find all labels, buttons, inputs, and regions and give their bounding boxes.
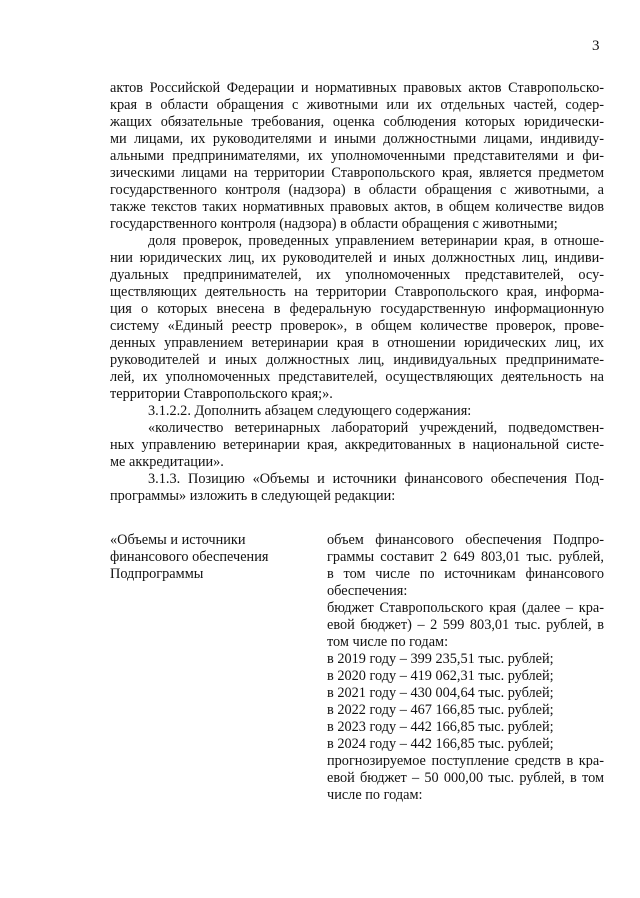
body-line: «количество ветеринарных лабораторий учреждений, подведомствен- — [148, 420, 604, 436]
body-line: государственного контроля (надзора) в области обращения с животными; — [110, 216, 558, 232]
table-right-line: том числе по годам: — [327, 634, 449, 650]
body-line: ществляющих деятельность на территории Ставропольского края, информа- — [110, 284, 604, 300]
body-line: жащих обязательные требования, оценка соблюдения которых юридически- — [110, 114, 604, 130]
body-line: ция о которых внесена в федеральную государственную информационную — [110, 301, 604, 317]
table-right-line: прогнозируемое поступление средств в кра- — [327, 753, 604, 769]
table-right-line: граммы составит 2 649 803,01 тыс. рублей, — [327, 549, 604, 565]
table-right-line: обеспечения: — [327, 583, 408, 599]
table-right-line: в 2019 году – 399 235,51 тыс. рублей; — [327, 651, 554, 667]
body-line: лей, их уполномоченных представителей, осуществляющих деятельность на — [110, 369, 604, 385]
body-line: ми лицами, их руководителями и иными должностными лицами, индивиду- — [110, 131, 604, 147]
table-left-line: Подпрограммы — [110, 566, 204, 582]
table-right-line: бюджет Ставропольского края (далее – кра- — [327, 600, 604, 616]
body-line: края в области обращения с животными или их отдельных частей, содер- — [110, 97, 604, 113]
table-right-column — [327, 532, 604, 804]
body-line: дуальных предпринимателей, их уполномоченных представителей, осу- — [110, 267, 604, 283]
body-line: денных управлением ветеринарии края в отношении юридических лиц, их — [110, 335, 604, 351]
page-number: 3 — [592, 38, 600, 54]
table-right-line: в том числе по источникам финансового — [327, 566, 604, 582]
body-line: 3.1.3. Позицию «Объемы и источники финансового обеспечения Под- — [148, 471, 604, 487]
body-line: систему «Единый реестр проверок», в общем количестве проверок, прове- — [110, 318, 604, 334]
table-right-line: евой бюджет) – 2 599 803,01 тыс. рублей, в — [327, 617, 604, 633]
body-line: зическими лицами на территории Ставропольского края, является предметом — [110, 165, 604, 181]
body-line: альными предпринимателями, их уполномоченными представителями и фи- — [110, 148, 604, 164]
body-line: ных управлению ветеринарии края, аккредитованных в национальной систе- — [110, 437, 604, 453]
body-text — [110, 80, 604, 505]
table-left-column — [110, 532, 300, 583]
table-right-line: в 2021 году – 430 004,64 тыс. рублей; — [327, 685, 554, 701]
body-line: 3.1.2.2. Дополнить абзацем следующего содержания: — [148, 403, 472, 419]
table-right-line: евой бюджет – 50 000,00 тыс. рублей, в том — [327, 770, 604, 786]
table-right-line: числе по годам: — [327, 787, 423, 803]
body-line: ме аккредитации». — [110, 454, 224, 470]
body-line: государственного контроля (надзора) в области обращения с животными, а — [110, 182, 604, 198]
body-line: территории Ставропольского края;». — [110, 386, 333, 402]
table-right-line: в 2024 году – 442 166,85 тыс. рублей; — [327, 736, 554, 752]
table-left-line: «Объемы и источники — [110, 532, 246, 548]
body-line: нии юридических лиц, их руководителей и иных должностных лиц, индиви- — [110, 250, 604, 266]
body-line: руководителей и иных должностных лиц, индивидуальных предпринимате- — [110, 352, 604, 368]
body-line: актов Российской Федерации и нормативных правовых актов Ставропольско- — [110, 80, 604, 96]
body-line: программы» изложить в следующей редакции: — [110, 488, 396, 504]
table-left-line: финансового обеспечения — [110, 549, 269, 565]
table-right-line: в 2020 году – 419 062,31 тыс. рублей; — [327, 668, 554, 684]
body-line: доля проверок, проведенных управлением ветеринарии края, в отноше- — [148, 233, 604, 249]
table-right-line: в 2023 году – 442 166,85 тыс. рублей; — [327, 719, 554, 735]
body-line: также текстов таких нормативных правовых актов, в общем количестве видов — [110, 199, 604, 215]
table-right-line: объем финансового обеспечения Подпро- — [327, 532, 604, 548]
table-right-line: в 2022 году – 467 166,85 тыс. рублей; — [327, 702, 554, 718]
